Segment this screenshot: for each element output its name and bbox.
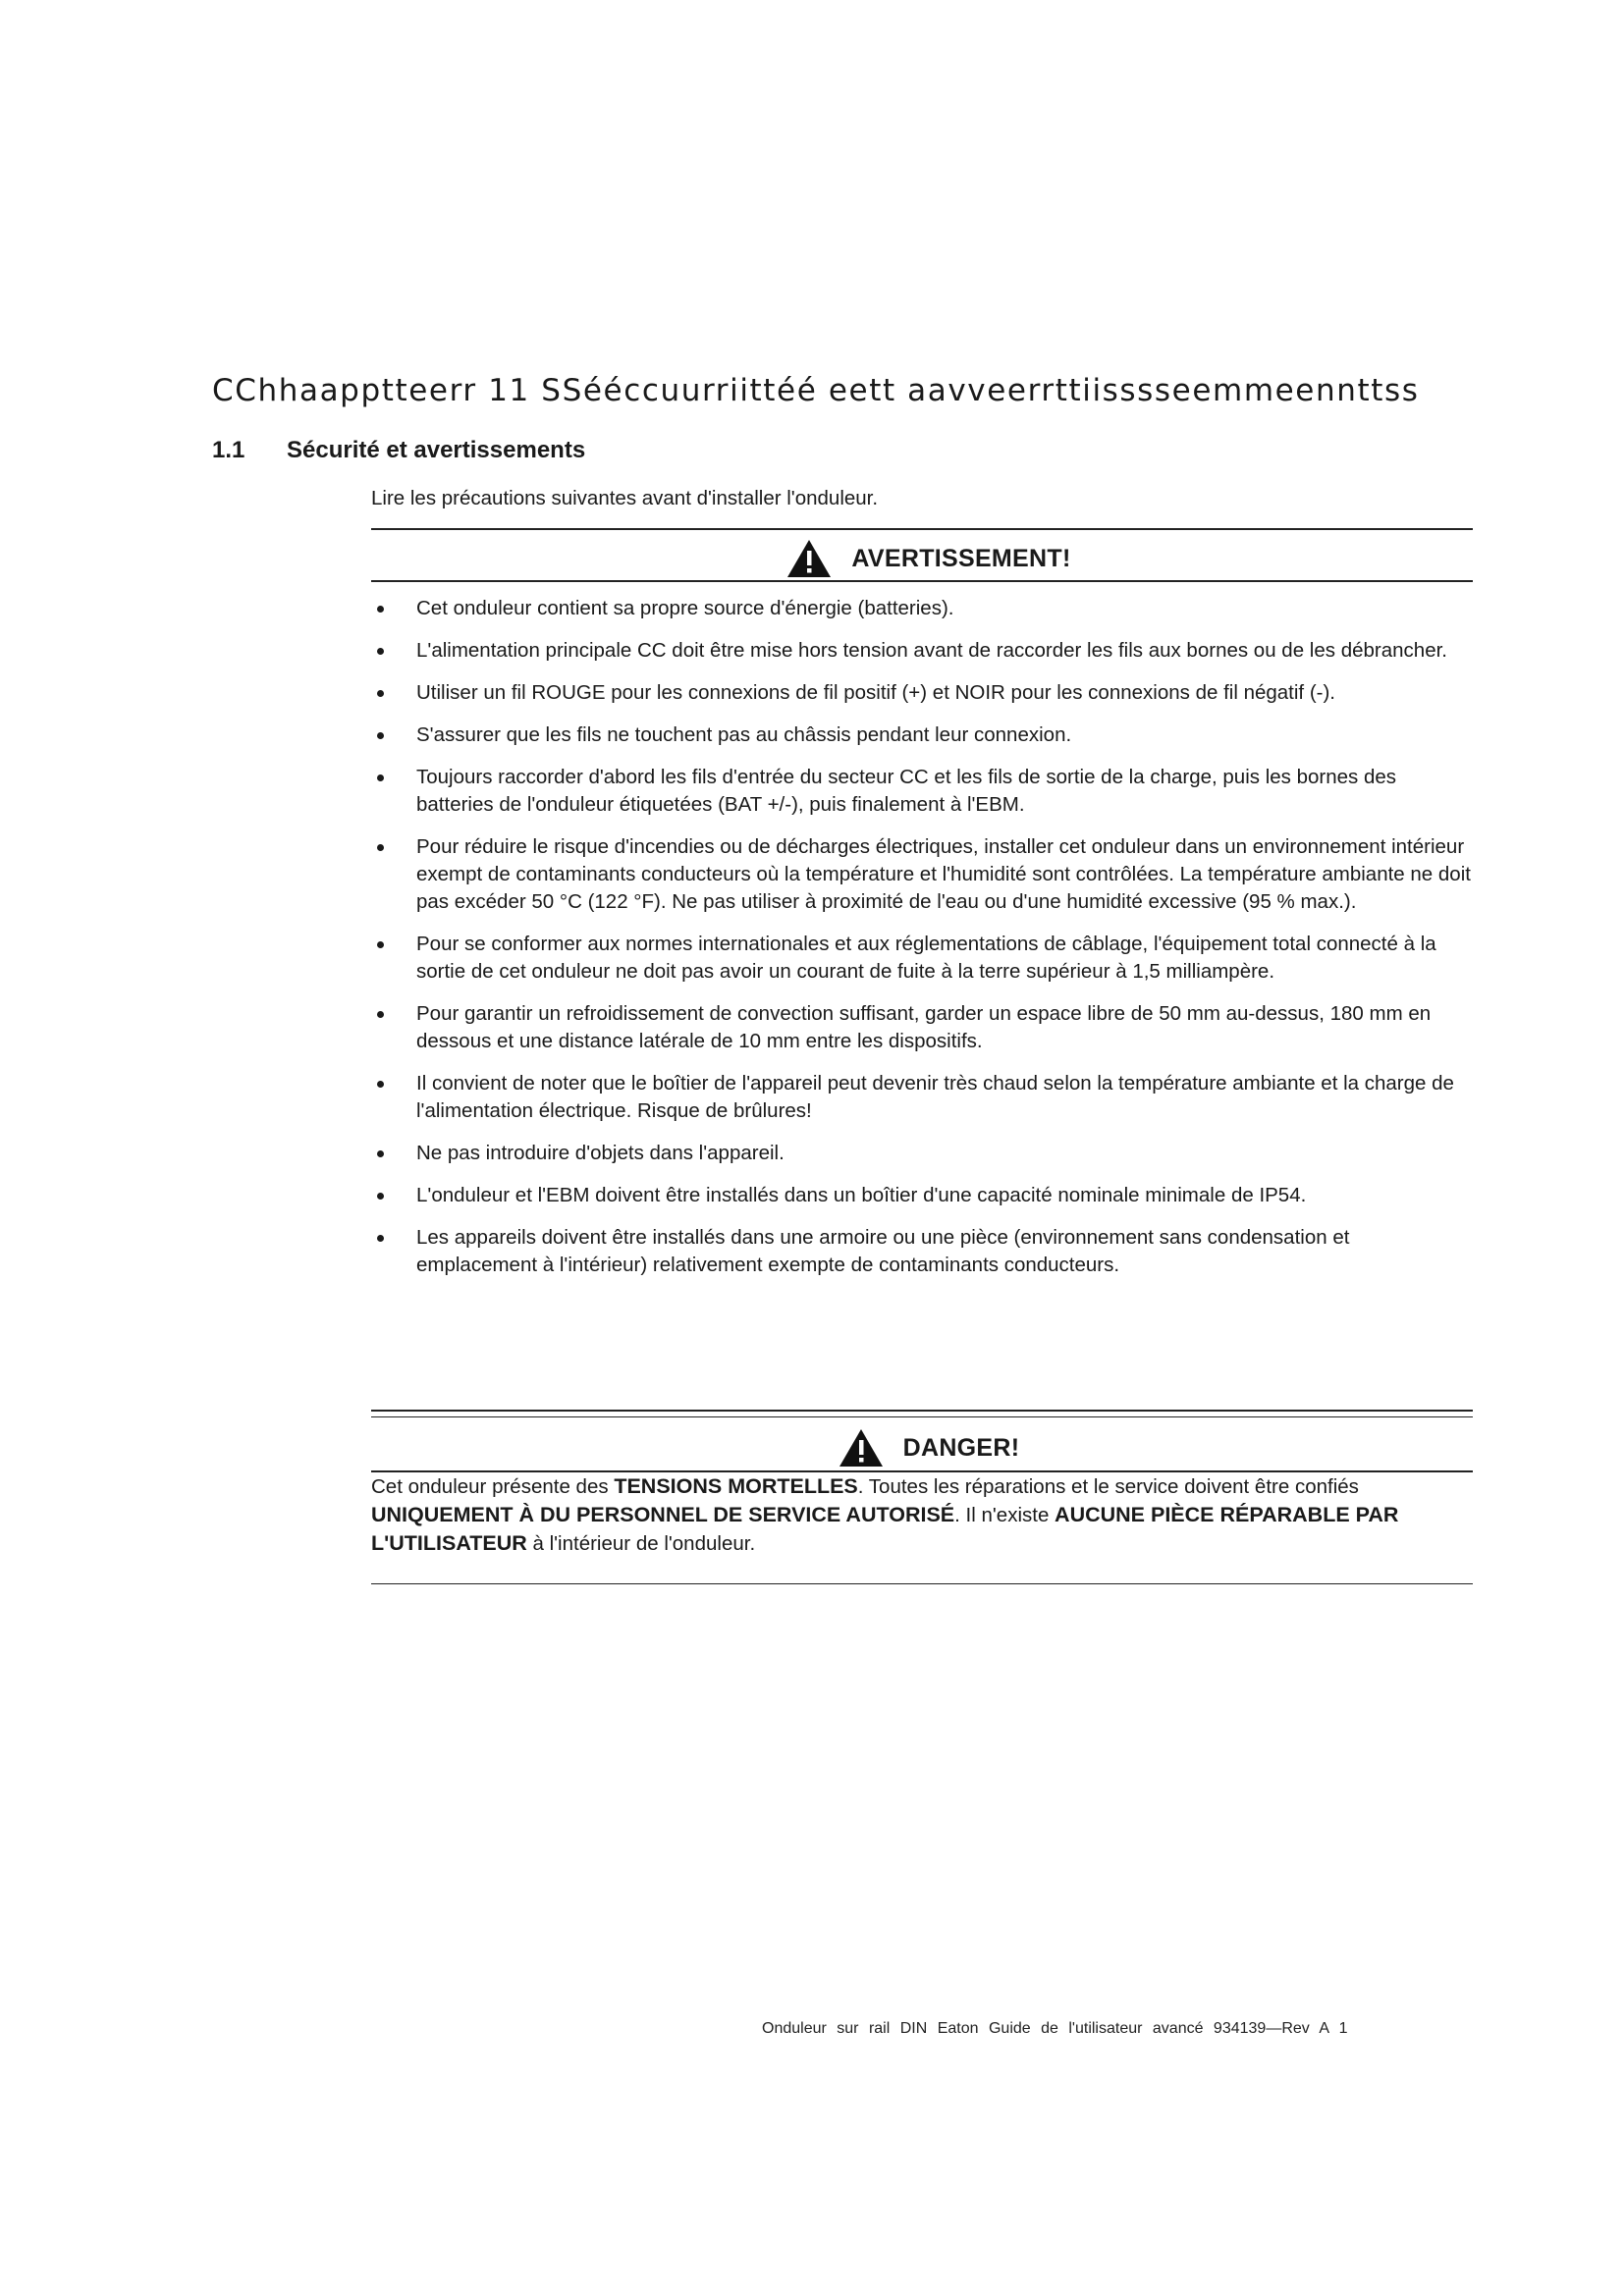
warning-list xyxy=(371,595,1476,1294)
list-item: Utiliser un fil ROUGE pour les connexions de fil positif (+) et NOIR pour les connexions de fil négatif (-). xyxy=(371,679,1476,707)
list-item: L'alimentation principale CC doit être mise hors tension avant de raccorder les fils aux bornes ou de les débrancher. xyxy=(371,637,1476,665)
danger-text xyxy=(371,1472,1476,1558)
list-item: Les appareils doivent être installés dans une armoire ou une pièce (environnement sans condensation et emplacement à l'intérieur) relativement exempte de contaminants conducteurs. xyxy=(371,1224,1476,1279)
list-item: Pour se conformer aux normes internationales et aux réglementations de câblage, l'équipement total connecté à la sortie de cet onduleur ne doit pas avoir un courant de fuite à la terre supérieur à 1,5 milliampère. xyxy=(371,931,1476,986)
list-item: Il convient de noter que le boîtier de l'appareil peut devenir très chaud selon la température ambiante et la charge de l'alimentation électrique. Risque de brûlures! xyxy=(371,1070,1476,1125)
warning-triangle-icon xyxy=(839,1428,884,1468)
chapter-title: CChhaapptteerr 11 SSééccuurriittéé eett aavveerrttiisssseemmeennttss xyxy=(212,373,1420,408)
warning-callout xyxy=(371,535,1473,582)
list-item: Pour garantir un refroidissement de convection suffisant, garder un espace libre de 50 mm au-dessus, 180 mm en dessous et une distance latérale de 10 mm entre les dispositifs. xyxy=(371,1000,1476,1055)
danger-text-part: . Il n'existe xyxy=(954,1504,1056,1526)
intro-text: Lire les précautions suivantes avant d'installer l'onduleur. xyxy=(371,487,879,509)
warning-label: AVERTISSEMENT! xyxy=(851,544,1071,572)
danger-emphasis: AUCUNE PIÈCE RÉPARABLE PAR L'UTILISATEUR xyxy=(371,1503,1399,1555)
danger-emphasis: UNIQUEMENT À DU PERSONNEL DE SERVICE AUTORISÉ xyxy=(371,1503,955,1526)
section-title: Sécurité et avertissements xyxy=(287,437,586,463)
list-item: L'onduleur et l'EBM doivent être installés dans un boîtier d'une capacité nominale minimale de IP54. xyxy=(371,1182,1476,1209)
page-footer: Onduleur sur rail DIN Eaton Guide de l'utilisateur avancé 934139—Rev A 1 xyxy=(762,2020,1348,2037)
danger-label: DANGER! xyxy=(902,1433,1020,1462)
list-item: Pour réduire le risque d'incendies ou de décharges électriques, installer cet onduleur dans un environnement intérieur exempt de contaminants conducteurs où la température et l'humidité sont contrôlées. La température ambiante ne doit pas excéder 50 °C (122 °F). Ne pas utiliser à proximité de l'eau ou d'une humidité excessive (95 % max.). xyxy=(371,833,1476,916)
danger-emphasis: TENSIONS MORTELLES xyxy=(614,1474,858,1498)
list-item: Ne pas introduire d'objets dans l'appareil. xyxy=(371,1140,1476,1167)
list-item: Toujours raccorder d'abord les fils d'entrée du secteur CC et les fils de sortie de la charge, puis les bornes des batteries de l'onduleur étiquetées (BAT +/-), puis finalement à l'EBM. xyxy=(371,764,1476,819)
danger-top-rule xyxy=(371,1410,1473,1412)
danger-text-part: . Toutes les réparations et le service doivent être confiés xyxy=(857,1475,1359,1498)
list-item: Cet onduleur contient sa propre source d'énergie (batteries). xyxy=(371,595,1476,622)
danger-text-part: Cet onduleur présente des xyxy=(371,1475,615,1498)
warning-top-rule xyxy=(371,528,1473,530)
warning-triangle-icon xyxy=(786,539,832,578)
warning-bottom-rule xyxy=(371,580,1473,582)
section-number: 1.1 xyxy=(212,437,245,463)
danger-end-rule xyxy=(371,1583,1473,1584)
danger-top-rule-inner xyxy=(371,1416,1473,1417)
danger-text-part: à l'intérieur de l'onduleur. xyxy=(526,1532,756,1555)
danger-callout xyxy=(371,1424,1473,1471)
list-item: S'assurer que les fils ne touchent pas au châssis pendant leur connexion. xyxy=(371,721,1476,749)
section-heading xyxy=(212,437,585,464)
